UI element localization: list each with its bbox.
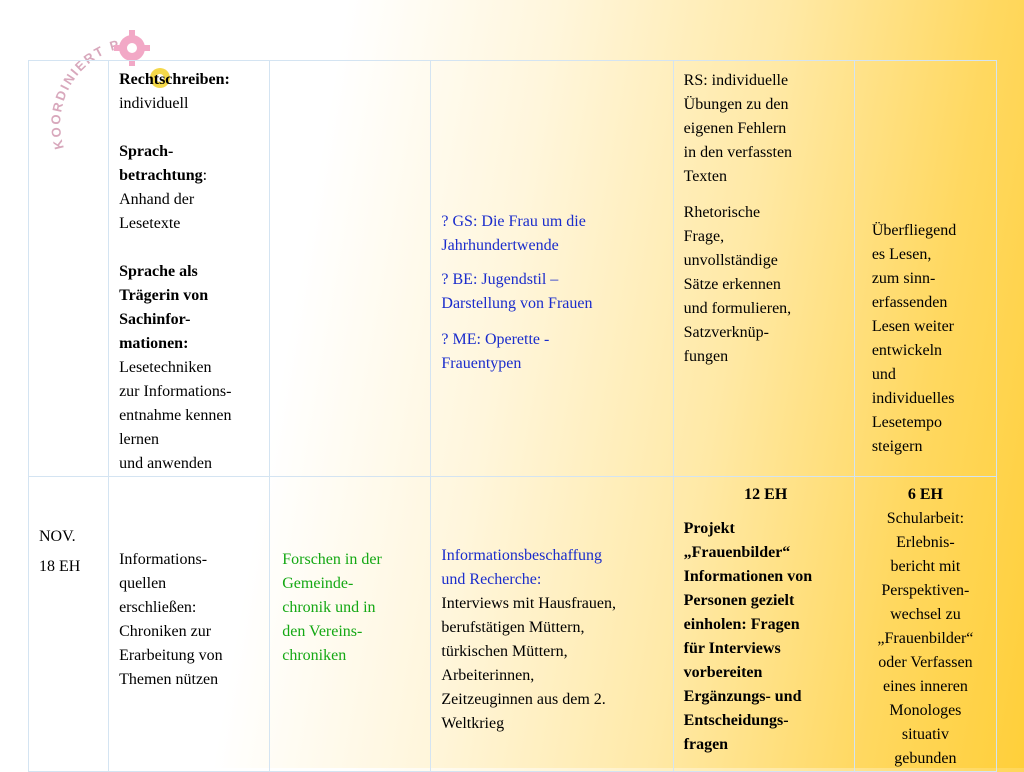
text: Interviews mit Hausfrauen, [441,595,616,612]
text: Darstellung von Frauen [441,295,593,312]
text: in den verfassten [683,144,793,161]
cell-r1-c5 [673,61,854,477]
text: es Lesen, [871,246,932,263]
logo-text: KOORDINIERT [48,42,108,151]
text: Informations- [119,551,208,568]
text: eigenen Fehlern [683,120,787,137]
text: Weltkrieg [441,715,505,732]
text: entwickeln [871,342,943,359]
cell-r1-c1 [29,61,109,477]
text: quellen [119,575,167,592]
cell-r1-c2 [109,61,270,477]
text: und [871,366,896,383]
text: Entscheidungs- [683,712,789,729]
text: Projekt [683,520,735,537]
colon: : [202,167,208,184]
cell-r1-c4 [431,61,673,477]
text: chronik und in [282,599,376,616]
text: Themen nützen [119,671,219,688]
hours-label: 18 EH [39,558,81,575]
text: Jahrhundertwende [441,237,559,254]
heading-sprachbetrachtung-2: betrachtung [119,167,203,184]
text: oder Verfassen [878,654,973,671]
text: Frauentypen [441,355,522,372]
text: Chroniken zur [119,623,212,640]
text: wechsel zu [890,606,961,623]
cell-r2-c3 [270,477,431,772]
text: individuell [119,95,189,112]
heading-sprache-3: Sachinfor- [119,311,191,328]
text: und formulieren, [683,300,792,317]
text: Schularbeit: [886,510,965,527]
text: Lesetempo [871,414,943,431]
text: einholen: Fragen [683,616,800,633]
text: erfassenden [871,294,948,311]
month-label: NOV. [39,528,76,545]
text: Informationsbeschaffung [441,547,602,564]
table-row [29,477,997,772]
text: chroniken [282,647,347,664]
text: zur Informations- [119,383,232,400]
lesson-plan-table [28,60,997,772]
text: Sätze erkennen [683,276,781,293]
text: Texten [683,168,727,185]
text: fragen [683,736,729,753]
text: vorbereiten [683,664,763,681]
heading-sprache-4: mationen: [119,335,189,352]
cell-r2-c4 [431,477,673,772]
text: Erlebnis- [896,534,955,551]
text: Satzverknüp- [683,324,769,341]
text: situativ [901,726,949,743]
text: Personen gezielt [683,592,795,609]
hours-12-eh: 12 EH [744,486,788,503]
text: Monologes [889,702,962,719]
text: und Recherche: [441,571,542,588]
cell-r1-c3 [270,61,431,477]
text: Frage, [683,228,725,245]
text: und anwenden [119,455,212,472]
text: Anhand der [119,191,195,208]
table-row [29,61,997,477]
text: den Vereins- [282,623,363,640]
cell-r2-c1 [29,477,109,772]
text: berufstätigen Müttern, [441,619,585,636]
heading-rechtschreiben: Rechtschreiben: [119,71,230,88]
heading-sprache: Sprache als [119,263,198,280]
text: Gemeinde- [282,575,354,592]
text: eines inneren [882,678,968,695]
text: ? GS: Die Frau um die [441,213,586,230]
text: bericht mit [890,558,961,575]
text: lernen [119,431,160,448]
text: erschließen: [119,599,197,616]
text: Forschen in der [282,551,382,568]
text: Überfliegend [871,222,957,239]
text: „Frauenbilder“ [877,630,974,647]
cell-r2-c6 [854,477,996,772]
heading-sprache-2: Trägerin von [119,287,209,304]
text: Ergänzungs- und [683,688,802,705]
text: Informationen von [683,568,813,585]
text: unvollständige [683,252,778,269]
text: individuelles [871,390,955,407]
text: Übungen zu den [683,96,789,113]
text: ? ME: Operette - [441,331,550,348]
hours-6-eh: 6 EH [907,486,943,503]
text: Erarbeitung von [119,647,223,664]
text: Lesetechniken [119,359,212,376]
text: entnahme kennen [119,407,232,424]
heading-sprachbetrachtung: Sprach- [119,143,174,160]
text: zum sinn- [871,270,936,287]
text: Lesen weiter [871,318,954,335]
cell-r2-c2 [109,477,270,772]
text: gebunden [894,750,957,767]
text: ? BE: Jugendstil – [441,271,559,288]
text: Arbeiterinnen, [441,667,535,684]
text: türkischen Müttern, [441,643,568,660]
cell-r1-c6 [854,61,996,477]
cell-r2-c5 [673,477,854,772]
text: für Interviews [683,640,781,657]
text: Perspektiven- [881,582,970,599]
text: Lesetexte [119,215,181,232]
text: Rhetorische [683,204,761,221]
text: steigern [871,438,923,455]
text: fungen [683,348,729,365]
text: „Frauenbilder“ [683,544,791,561]
text: Zeitzeuginnen aus dem 2. [441,691,606,708]
text: RS: individuelle [683,72,789,89]
